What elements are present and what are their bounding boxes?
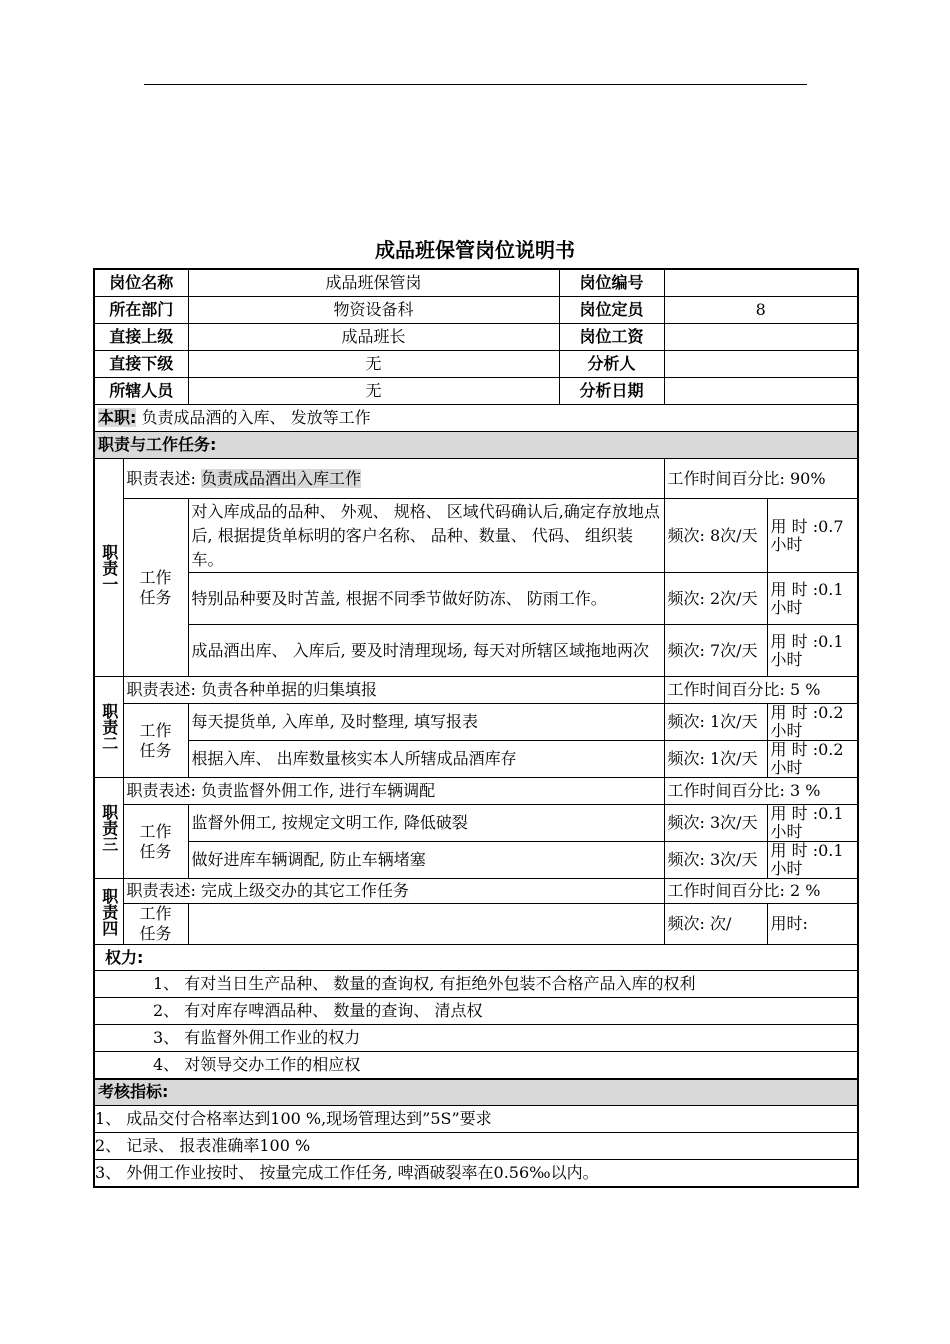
task-label: 工作任务 <box>123 805 188 879</box>
task-row <box>94 842 858 879</box>
task-label: 工作任务 <box>123 499 188 677</box>
task-duration: 用 时 :0.2小时 <box>767 741 858 778</box>
task-frequency: 频次: 3次/天 <box>664 805 767 842</box>
authority-label: 权力: <box>94 945 858 971</box>
subordinate-label: 直接下级 <box>94 351 188 378</box>
authority-item: 3、 有监督外佣工作业的权力 <box>94 1025 858 1052</box>
task-frequency: 频次: 1次/天 <box>664 741 767 778</box>
task-text: 每天提货单, 入库单, 及时整理, 填写报表 <box>188 704 664 741</box>
duty-desc-text: 负责各种单据的归集填报 <box>201 680 378 699</box>
staff-label: 所辖人员 <box>94 378 188 405</box>
date-label: 分析日期 <box>579 381 644 400</box>
salary-label: 岗位工资 <box>579 327 644 346</box>
task-label: 工作任务 <box>123 704 188 778</box>
duty-summary-label: 本职: <box>98 408 137 427</box>
duty-desc-label: 职责表述: <box>126 881 196 900</box>
task-text <box>188 904 664 945</box>
task-duration: 用时: <box>767 904 858 945</box>
document-title: 成品班保管岗位说明书 <box>375 238 575 262</box>
kpi-item-row <box>94 1133 858 1160</box>
duty-desc-row <box>94 459 858 499</box>
kpi-header-row <box>94 1079 858 1106</box>
duty-name: 职责二 <box>94 677 123 778</box>
superior-label: 直接上级 <box>94 324 188 351</box>
duty-time-percent: 工作时间百分比: 5 % <box>664 677 858 704</box>
duty-name: 职责三 <box>94 778 123 879</box>
task-text: 特别品种要及时苫盖, 根据不同季节做好防冻、 防雨工作。 <box>188 573 664 625</box>
duty-desc-row <box>94 879 858 904</box>
info-row-4 <box>94 351 858 378</box>
job-description-table <box>93 268 859 1188</box>
duty-name: 职责一 <box>94 459 123 677</box>
duty-time-percent: 工作时间百分比: 2 % <box>664 879 858 904</box>
duty-time-percent: 工作时间百分比: 3 % <box>664 778 858 805</box>
authority-item: 4、 对领导交办工作的相应权 <box>94 1052 858 1079</box>
superior-value: 成品班长 <box>189 324 560 350</box>
info-row-3 <box>94 324 858 351</box>
duty-desc-label: 职责表述: <box>126 468 196 488</box>
headcount-label: 岗位定员 <box>579 300 644 319</box>
duty-desc-text: 负责成品酒出入库工作 <box>201 468 362 488</box>
info-row-2 <box>94 297 858 324</box>
authority-item-row <box>94 1025 858 1052</box>
task-row <box>94 704 858 741</box>
kpi-item: 1、 成品交付合格率达到100 %,现场管理达到”5S”要求 <box>94 1106 858 1133</box>
task-text: 根据入库、 出库数量核实本人所辖成品酒库存 <box>188 741 664 778</box>
authority-item-row <box>94 1052 858 1079</box>
duty-desc-label: 职责表述: <box>126 781 196 800</box>
duty-desc <box>123 677 664 704</box>
kpi-item-row <box>94 1106 858 1133</box>
task-duration: 用 时 :0.1小时 <box>767 805 858 842</box>
authority-item-row <box>94 971 858 998</box>
authority-item: 2、 有对库存啤酒品种、 数量的查询、 清点权 <box>94 998 858 1025</box>
job-code-value <box>664 269 858 297</box>
task-frequency: 频次: 次/ <box>664 904 767 945</box>
duties-header: 职责与工作任务: <box>94 432 858 459</box>
duty-desc-row <box>94 778 858 805</box>
dept-value: 物资设备科 <box>189 297 560 323</box>
duties-header-row <box>94 432 858 459</box>
task-duration: 用 时 :0.2小时 <box>767 704 858 741</box>
duty-desc <box>123 459 664 499</box>
authority-item: 1、 有对当日生产品种、 数量的查询权, 有拒绝外包装不合格产品入库的权利 <box>94 971 858 998</box>
kpi-item: 2、 记录、 报表准确率100 % <box>94 1133 858 1160</box>
job-name-value: 成品班保管岗 <box>189 270 560 296</box>
task-row <box>94 741 858 778</box>
date-value <box>664 378 858 405</box>
task-row <box>94 573 858 625</box>
job-name-label: 岗位名称 <box>94 269 188 297</box>
task-duration: 用 时 :0.1小时 <box>767 842 858 879</box>
kpi-item-row <box>94 1160 858 1187</box>
kpi-label: 考核指标: <box>94 1079 858 1106</box>
task-row <box>94 904 858 945</box>
task-duration: 用 时 :0.1小时 <box>767 573 858 625</box>
subordinate-value: 无 <box>189 351 560 377</box>
authority-item-row <box>94 998 858 1025</box>
authority-header-row <box>94 945 858 971</box>
duty-name: 职责四 <box>94 879 123 945</box>
dept-label: 所在部门 <box>94 297 188 324</box>
duty-desc-row <box>94 677 858 704</box>
kpi-item: 3、 外佣工作业按时、 按量完成工作任务, 啤酒破裂率在0.56‰以内。 <box>94 1160 858 1187</box>
duty-desc <box>123 879 664 904</box>
duty-desc <box>123 778 664 805</box>
task-frequency: 频次: 8次/天 <box>664 499 767 573</box>
duty-desc-text: 负责监督外佣工作, 进行车辆调配 <box>201 781 436 800</box>
task-frequency: 频次: 1次/天 <box>664 704 767 741</box>
task-duration: 用 时 :0.1小时 <box>767 625 858 677</box>
info-row-5 <box>94 378 858 405</box>
duty-summary-row <box>94 405 858 432</box>
task-frequency: 频次: 7次/天 <box>664 625 767 677</box>
task-text: 成品酒出库、 入库后, 要及时清理现场, 每天对所辖区域拖地两次 <box>188 625 664 677</box>
duty-time-percent: 工作时间百分比: 90% <box>664 459 858 499</box>
task-text: 对入库成品的品种、 外观、 规格、 区域代码确认后,确定存放地点后, 根据提货单标明的客户名称、 品种、数量、 代码、 组织装车。 <box>188 499 664 573</box>
analyst-label: 分析人 <box>587 354 636 373</box>
duty-desc-text: 完成上级交办的其它工作任务 <box>201 881 410 900</box>
task-row <box>94 805 858 842</box>
salary-value <box>664 324 858 351</box>
task-row <box>94 625 858 677</box>
info-row-1 <box>94 269 858 297</box>
duty-summary-text: 负责成品酒的入库、 发放等工作 <box>141 408 371 427</box>
task-row <box>94 499 858 573</box>
duty-desc-label: 职责表述: <box>126 680 196 699</box>
task-frequency: 频次: 2次/天 <box>664 573 767 625</box>
job-code-label: 岗位编号 <box>579 273 644 292</box>
task-duration: 用 时 :0.7小时 <box>767 499 858 573</box>
staff-value: 无 <box>189 378 560 404</box>
task-text: 监督外佣工, 按规定文明工作, 降低破裂 <box>188 805 664 842</box>
headcount-value: 8 <box>664 297 858 324</box>
task-text: 做好进库车辆调配, 防止车辆堵塞 <box>188 842 664 879</box>
analyst-value <box>664 351 858 378</box>
task-label: 工作任务 <box>123 904 188 945</box>
header-rule <box>144 84 807 85</box>
task-frequency: 频次: 3次/天 <box>664 842 767 879</box>
